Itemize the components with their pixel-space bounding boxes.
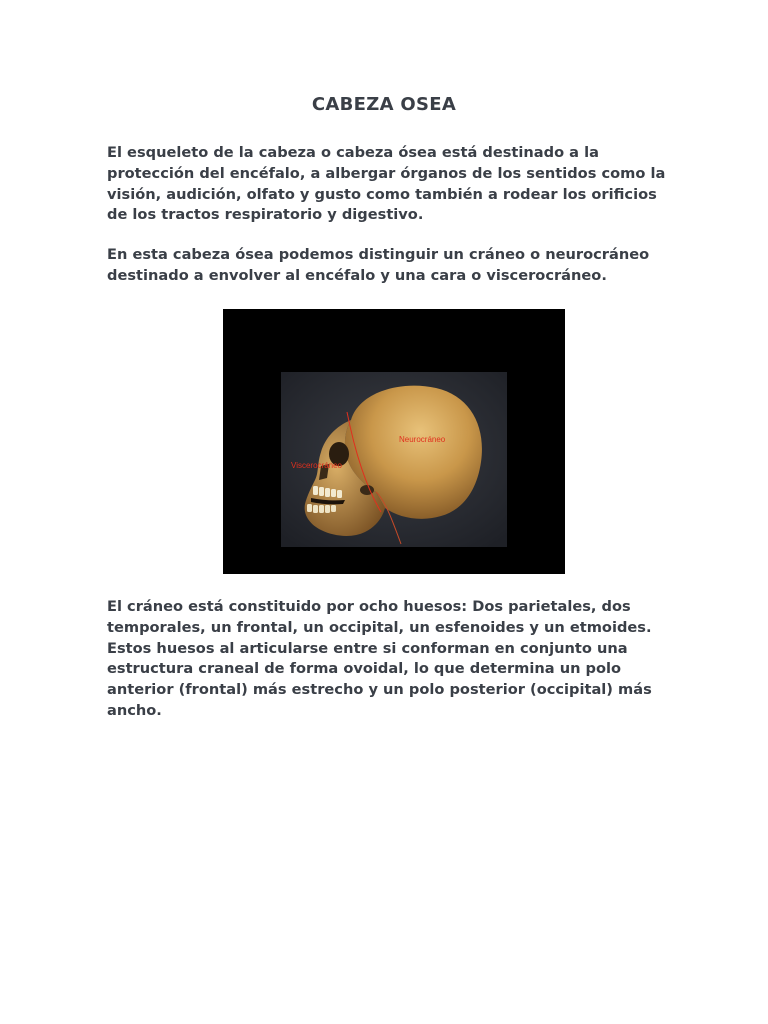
skull-photo bbox=[281, 372, 507, 547]
page-title: CABEZA OSEA bbox=[311, 94, 457, 115]
label-viscerocraneo: Viscerocráneo bbox=[291, 461, 342, 470]
label-neurocraneo: Neurocráneo bbox=[399, 435, 446, 444]
skull-figure bbox=[223, 309, 565, 574]
paragraph-division: En esta cabeza ósea podemos distinguir un cráneo o neurocráneo destinado a envolver al encéfalo y una cara o viscerocráneo. bbox=[107, 246, 650, 284]
paragraph-bones: El cráneo está constituido por ocho huesos: Dos parietales, dos temporales, un frontal, un occipital, un esfenoides y un etmoides. Estos huesos al articularse entre si conforman en conjunto una estructura craneal de forma ovoidal, lo que determina un polo anterior (frontal) más estrecho y un polo posterior (occipital) más ancho. bbox=[107, 598, 652, 719]
paragraph-intro: El esqueleto de la cabeza o cabeza ósea está destinado a la protección del encéfalo, a albergar órganos de los sentidos como la visión, audición, olfato y gusto como también a rodear los orificios de los tractos respiratorio y digestivo. bbox=[107, 144, 666, 224]
lower-teeth bbox=[307, 504, 336, 513]
